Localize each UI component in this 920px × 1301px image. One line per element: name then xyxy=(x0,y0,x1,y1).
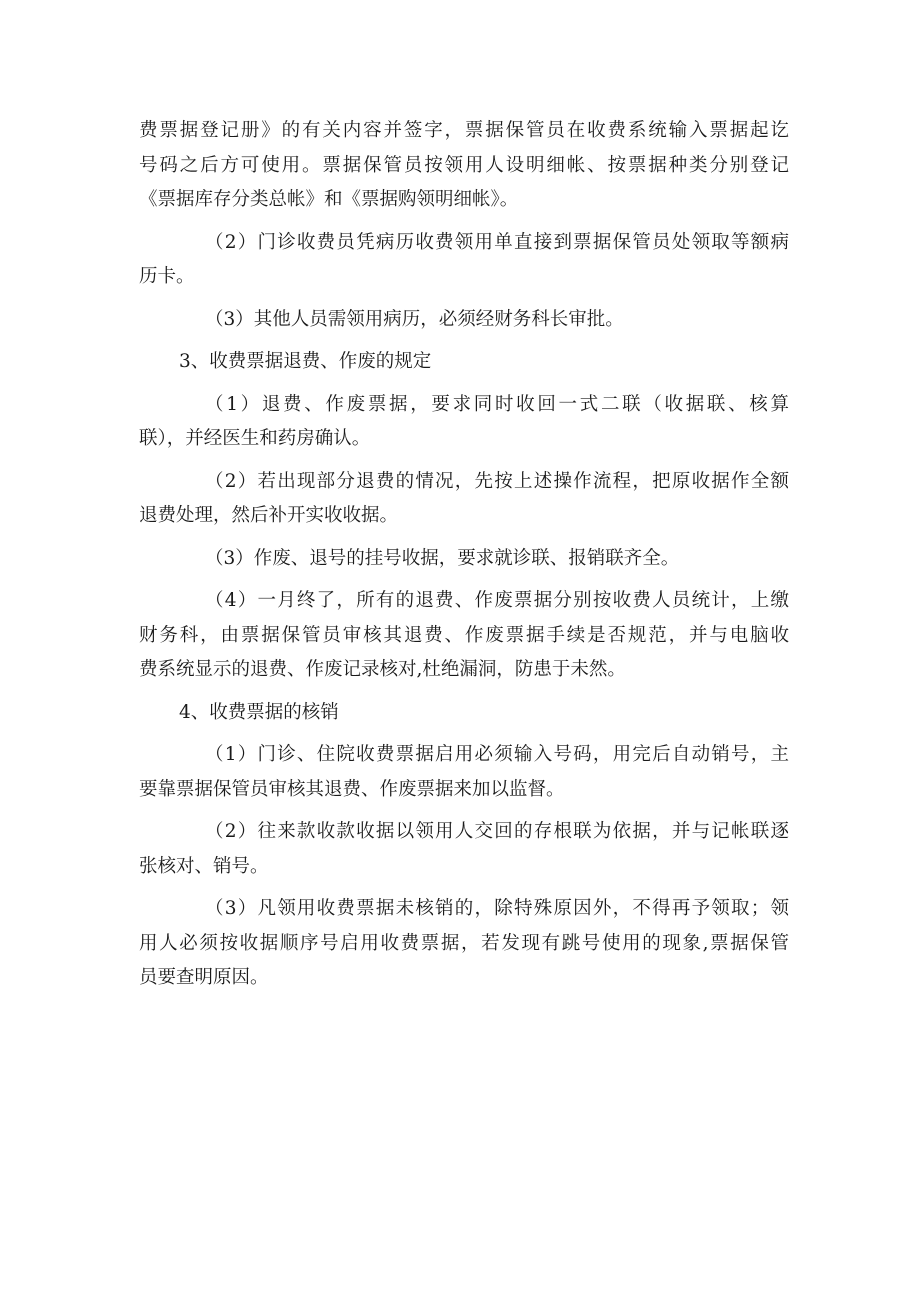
text-line: （2）若出现部分退费的情况，先按上述操作流程，把原收据作全额 xyxy=(205,470,789,492)
text-line: 联），并经医生和药房确认。 xyxy=(139,428,371,449)
paragraph-item-2 xyxy=(139,226,789,295)
document-body xyxy=(139,114,789,996)
text-line: 用人必须按收据顺序号启用收费票据，若发现有跳号使用的现象,票据保管 xyxy=(139,932,789,954)
paragraph-item-4 xyxy=(139,584,789,688)
text-line: （3）其他人员需领用病历，必须经财务科长审批。 xyxy=(205,308,624,330)
text-line: （4）一月终了，所有的退费、作废票据分别按收费人员统计，上缴 xyxy=(205,590,789,611)
paragraph-item-3 xyxy=(139,542,789,577)
text-line: （3）凡领用收费票据未核销的，除特殊原因外，不得再予领取；领 xyxy=(205,898,789,919)
text-line: 要靠票据保管员审核其退费、作废票据来加以监督。 xyxy=(139,778,565,800)
text-line: 费系统显示的退费、作废记录核对,杜绝漏洞，防患于未然。 xyxy=(139,659,626,680)
paragraph-item-3 xyxy=(139,303,789,338)
text-line: （3）作废、退号的挂号收据，要求就诊联、报销联齐全。 xyxy=(205,547,680,569)
section-heading-text: 4、收费票据的核销 xyxy=(179,701,339,723)
paragraph-item-3 xyxy=(139,892,789,996)
text-line: （2）往来款收款收据以领用人交回的存根联为依据，并与记帐联逐 xyxy=(205,821,789,842)
text-line: （2）门诊收费员凭病历收费领用单直接到票据保管员处领取等额病 xyxy=(205,231,789,253)
section-heading-text: 3、收费票据退费、作废的规定 xyxy=(179,351,432,372)
paragraph-item-2 xyxy=(139,465,789,534)
text-line: （1）退费、作废票据，要求同时收回一式二联（收据联、核算 xyxy=(205,393,789,415)
text-line: 员要查明原因。 xyxy=(139,967,269,988)
text-line: （1）门诊、住院收费票据启用必须输入号码，用完后自动销号，主 xyxy=(205,744,789,765)
paragraph-item-1 xyxy=(139,388,789,457)
text-line: 费票据登记册》的有关内容并签字，票据保管员在收费系统输入票据起讫 xyxy=(139,120,789,141)
text-line: 退费处理，然后补开实收收据。 xyxy=(139,505,399,526)
section-heading-3 xyxy=(139,345,789,380)
paragraph-item-1 xyxy=(139,738,789,807)
paragraph-item-2 xyxy=(139,815,789,884)
text-line: 张核对、销号。 xyxy=(139,855,269,877)
text-line: 号码之后方可使用。票据保管员按领用人设明细帐、按票据种类分别登记 xyxy=(139,154,789,176)
text-line: 历卡。 xyxy=(139,266,195,287)
text-line: 《票据库存分类总帐》和《票据购领明细帐》。 xyxy=(139,189,519,210)
paragraph-continuation xyxy=(139,114,789,218)
section-heading-4 xyxy=(139,696,789,731)
text-line: 财务科，由票据保管员审核其退费、作废票据手续是否规范，并与电脑收 xyxy=(139,624,789,646)
